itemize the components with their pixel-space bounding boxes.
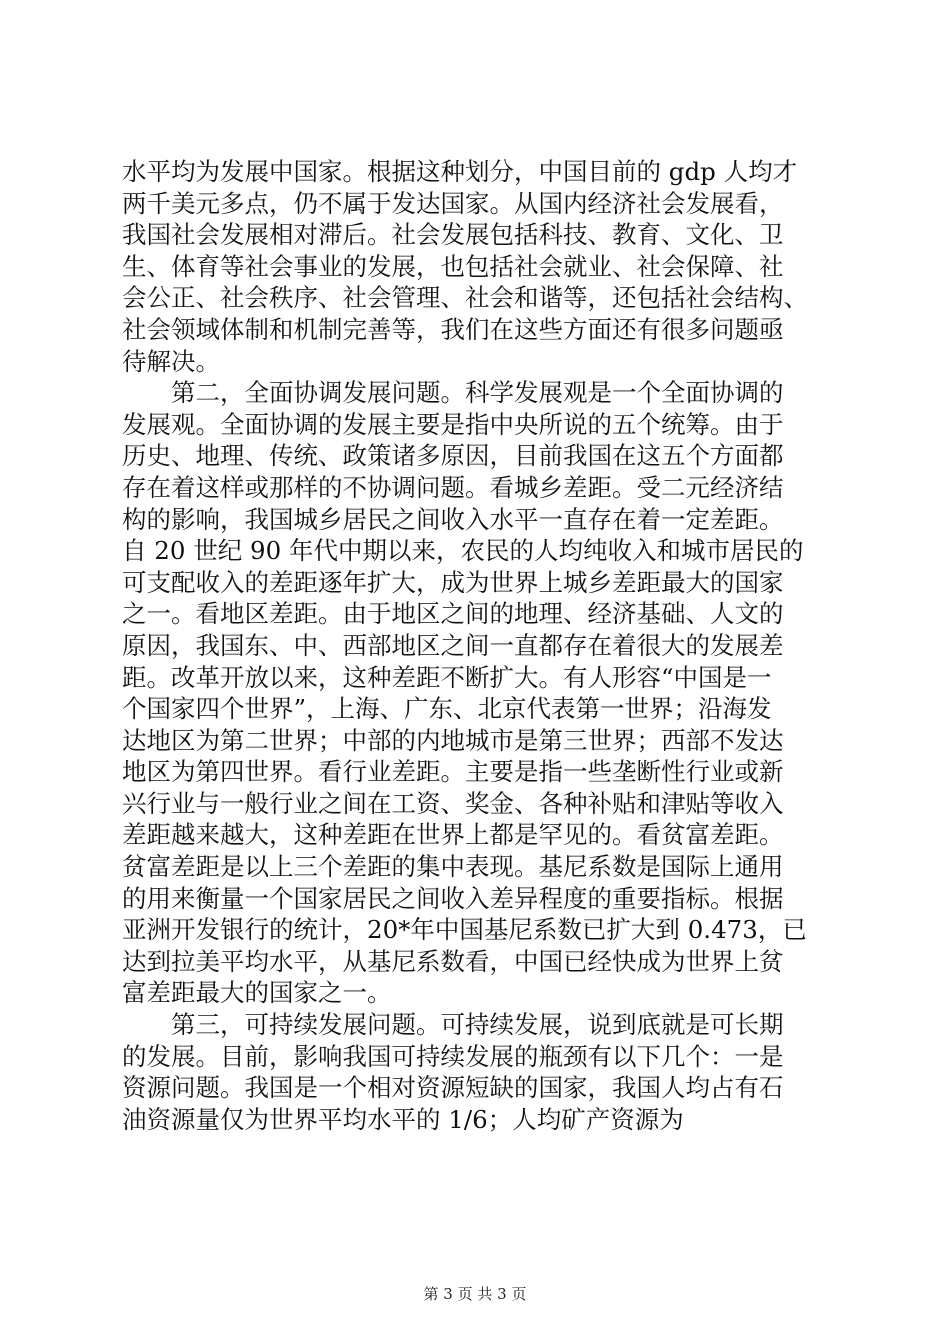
text-line: 的用来衡量一个国家居民之间收入差异程度的重要指标。根据 bbox=[122, 883, 784, 913]
text-line: 距。改革开放以来，这种差距不断扩大。有人形容“中国是一 bbox=[122, 662, 772, 692]
text-line: 会公正、社会秩序、社会管理、社会和谐等，还包括社会结构、 bbox=[122, 283, 808, 313]
text-line: 待解决。 bbox=[122, 346, 220, 376]
text-line: 两千美元多点，仍不属于发达国家。从国内经济社会发展看， bbox=[122, 188, 784, 218]
text-line: 生、体育等社会事业的发展，也包括社会就业、社会保障、社 bbox=[122, 251, 784, 281]
text-line: 构的影响，我国城乡居民之间收入水平一直存在着一定差距。 bbox=[122, 504, 784, 534]
text-line: 第二，全面协调发展问题。科学发展观是一个全面协调的 bbox=[122, 378, 784, 408]
text-line: 可支配收入的差距逐年扩大，成为世界上城乡差距最大的国家 bbox=[122, 567, 784, 597]
body-text bbox=[122, 156, 842, 1135]
text-line: 达地区为第二世界；中部的内地城市是第三世界；西部不发达 bbox=[122, 725, 784, 755]
text-line: 原因，我国东、中、西部地区之间一直都存在着很大的发展差 bbox=[122, 630, 784, 660]
text-line: 我国社会发展相对滞后。社会发展包括科技、教育、文化、卫 bbox=[122, 220, 784, 250]
text-line: 社会领域体制和机制完善等，我们在这些方面还有很多问题亟 bbox=[122, 314, 784, 344]
text-line: 存在着这样或那样的不协调问题。看城乡差距。受二元经济结 bbox=[122, 472, 784, 502]
text-line: 第三，可持续发展问题。可持续发展，说到底就是可长期 bbox=[122, 1010, 784, 1040]
text-line: 个国家四个世界”，上海、广东、北京代表第一世界；沿海发 bbox=[122, 694, 772, 724]
text-line: 达到拉美平均水平，从基尼系数看，中国已经快成为世界上贫 bbox=[122, 946, 784, 976]
page-number: 第 3 页 共 3 页 bbox=[423, 1285, 527, 1303]
text-line: 历史、地理、传统、政策诸多原因，目前我国在这五个方面都 bbox=[122, 441, 784, 471]
text-line: 水平均为发展中国家。根据这种划分，中国目前的 gdp 人均才 bbox=[122, 157, 798, 186]
text-line: 兴行业与一般行业之间在工资、奖金、各种补贴和津贴等收入 bbox=[122, 788, 784, 818]
page-footer bbox=[0, 1284, 950, 1304]
text-line: 自 20 世纪 90 年代中期以来，农民的人均纯收入和城市居民的 bbox=[122, 536, 804, 566]
text-line: 亚洲开发银行的统计，20*年中国基尼系数已扩大到 0.473，已 bbox=[122, 915, 807, 945]
text-line: 富差距最大的国家之一。 bbox=[122, 978, 392, 1008]
text-line: 之一。看地区差距。由于地区之间的地理、经济基础、人文的 bbox=[122, 599, 784, 629]
text-line: 地区为第四世界。看行业差距。主要是指一些垄断性行业或新 bbox=[122, 757, 784, 787]
text-line: 资源问题。我国是一个相对资源短缺的国家，我国人均占有石 bbox=[122, 1073, 784, 1103]
text-line: 发展观。全面协调的发展主要是指中央所说的五个统筹。由于 bbox=[122, 409, 784, 439]
text-line: 差距越来越大，这种差距在世界上都是罕见的。看贫富差距。 bbox=[122, 820, 784, 850]
text-line: 贫富差距是以上三个差距的集中表现。基尼系数是国际上通用 bbox=[122, 852, 784, 882]
text-line: 的发展。目前，影响我国可持续发展的瓶颈有以下几个：一是 bbox=[122, 1041, 784, 1071]
text-line: 油资源量仅为世界平均水平的 1/6；人均矿产资源为 bbox=[122, 1104, 684, 1134]
